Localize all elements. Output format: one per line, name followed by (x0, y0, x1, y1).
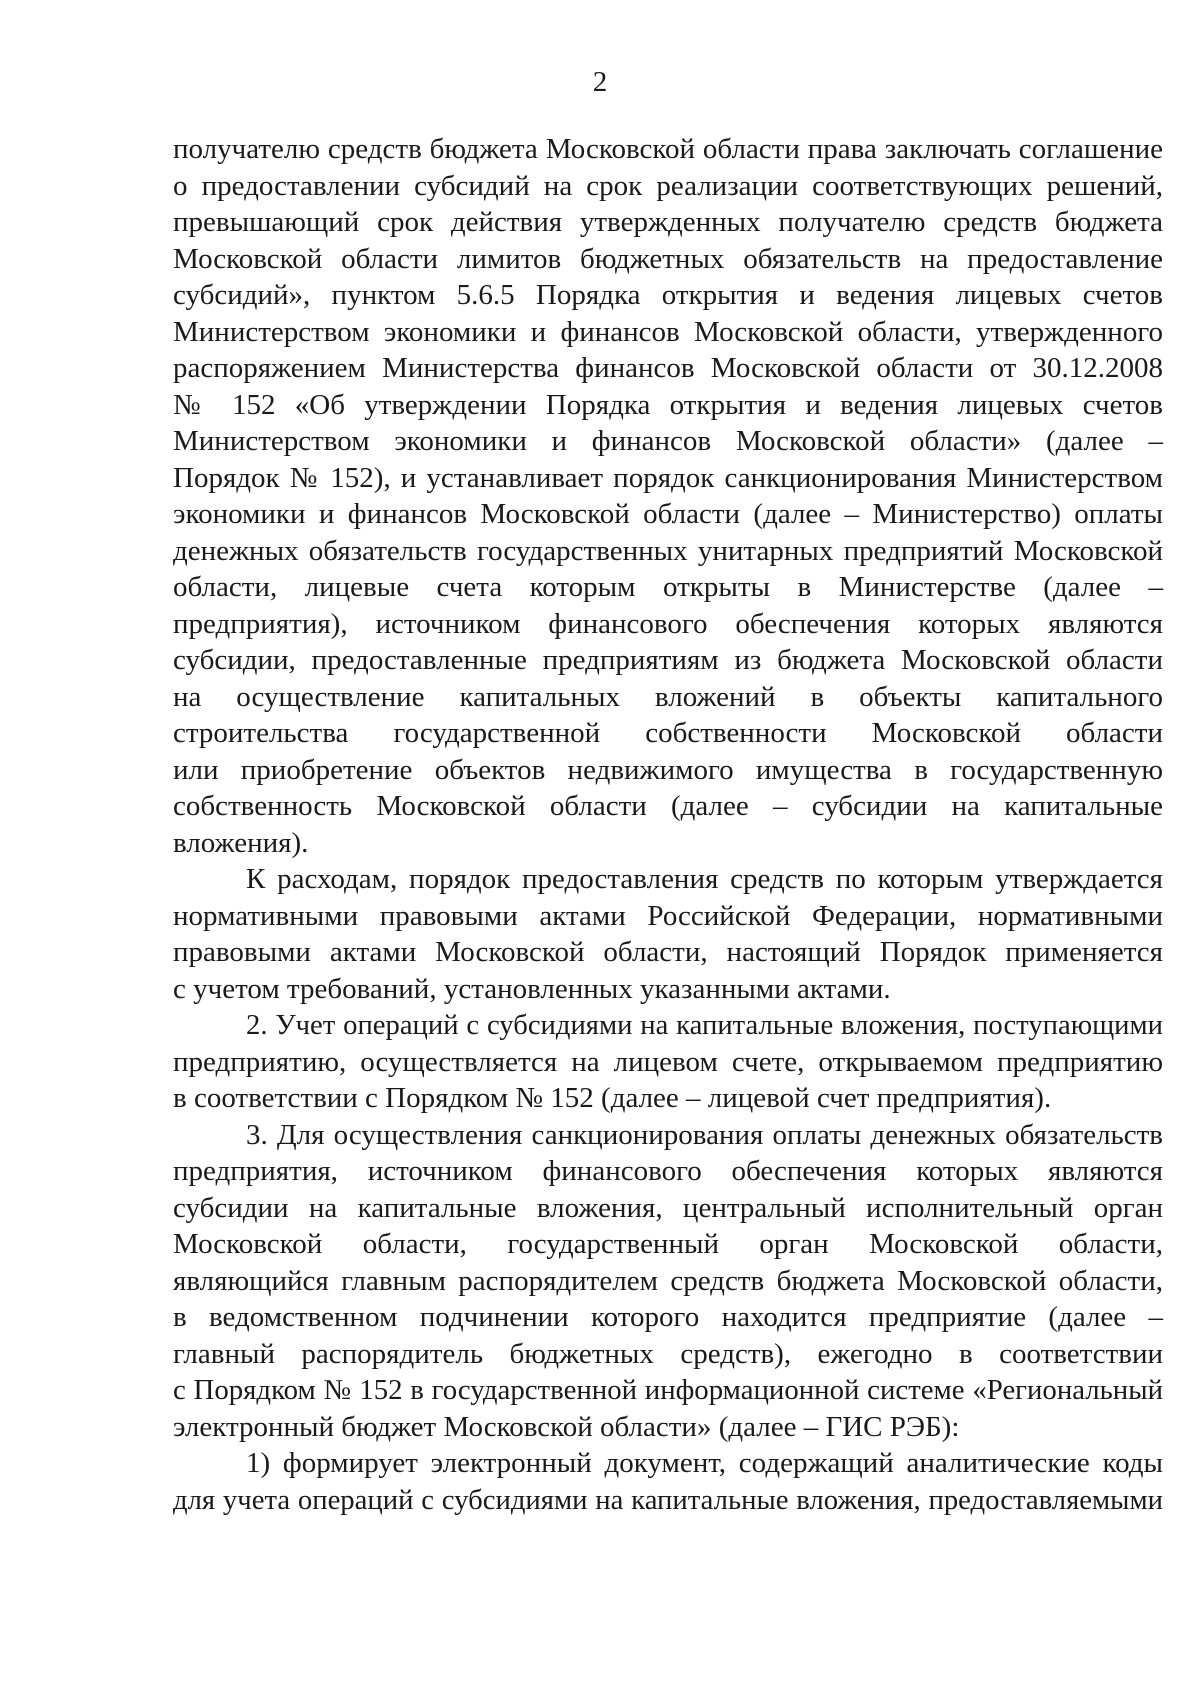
page-number: 2 (592, 66, 608, 98)
text-line: на осуществление капитальных вложений в объекты капитального (173, 680, 1163, 713)
text-line: К расходам, порядок предоставления средств по которым утверждается (246, 863, 1163, 895)
document-body (173, 131, 1163, 1518)
text-line: Министерством экономики и финансов Московской области, утвержденного (173, 315, 1163, 348)
text-line: вложения). (173, 826, 309, 859)
text-line: с Порядком № 152 в государственной информационной системе «Региональный (173, 1374, 1163, 1406)
paragraph-2 (173, 861, 1163, 1007)
text-line: или приобретение объектов недвижимого имущества в государственную (173, 753, 1163, 786)
text-line: электронный бюджет Московской области» (далее – ГИС РЭБ): (173, 1410, 960, 1443)
text-line: 3. Для осуществления санкционирования оплаты денежных обязательств (246, 1118, 1163, 1151)
text-line: субсидии на капитальные вложения, центральный исполнительный орган (173, 1191, 1163, 1224)
text-line: получателю средств бюджета Московской области права заключать соглашение (173, 133, 1163, 165)
text-line: превышающий срок действия утвержденных получателю средств бюджета (173, 206, 1163, 238)
text-line: Порядок № 152), и устанавливает порядок санкционирования Министерством (173, 461, 1163, 494)
text-line: с учетом требований, установленных указанными актами. (173, 972, 891, 1005)
paragraph-5 (173, 1445, 1163, 1518)
text-line: субсидий», пунктом 5.6.5 Порядка открытия и ведения лицевых счетов (173, 279, 1163, 311)
text-line: области, лицевые счета которым открыты в Министерстве (далее – (173, 571, 1163, 603)
paragraph-1 (173, 131, 1163, 861)
text-line: в соответствии с Порядком № 152 (далее – лицевой счет предприятия). (173, 1082, 1052, 1114)
text-line: Московской области, государственный орган Московской области, (173, 1228, 1163, 1260)
text-line: № 152 «Об утверждении Порядка открытия и ведения лицевых счетов (173, 388, 1163, 421)
text-line: о предоставлении субсидий на срок реализации соответствующих решений, (173, 169, 1163, 202)
text-line: Министерством экономики и финансов Московской области» (далее – (173, 425, 1163, 457)
text-line: предприятия, источником финансового обеспечения которых являются (173, 1155, 1163, 1187)
paragraph-4 (173, 1117, 1163, 1446)
text-line: субсидии, предоставленные предприятиям из бюджета Московской области (173, 644, 1163, 676)
text-line: строительства государственной собственности Московской области (173, 717, 1163, 749)
text-line: для учета операций с субсидиями на капитальные вложения, предоставляемыми (173, 1483, 1163, 1516)
text-line: денежных обязательств государственных унитарных предприятий Московской (173, 534, 1163, 567)
text-line: главный распорядитель бюджетных средств), ежегодно в соответствии (173, 1337, 1163, 1370)
text-line: 1) формирует электронный документ, содержащий аналитические коды (246, 1447, 1163, 1479)
text-line: собственность Московской области (далее – субсидии на капитальные (173, 790, 1163, 822)
text-line: экономики и финансов Московской области (далее – Министерство) оплаты (173, 498, 1163, 530)
text-line: Московской области лимитов бюджетных обязательств на предоставление (173, 242, 1163, 275)
text-line: в ведомственном подчинении которого находится предприятие (далее – (173, 1301, 1163, 1333)
text-line: являющийся главным распорядителем средств бюджета Московской области, (173, 1264, 1163, 1297)
text-line: правовыми актами Московской области, настоящий Порядок применяется (173, 936, 1163, 968)
text-line: 2. Учет операций с субсидиями на капитальные вложения, поступающими (246, 1009, 1163, 1041)
text-line: нормативными правовыми актами Российской Федерации, нормативными (173, 899, 1163, 932)
text-line: предприятию, осуществляется на лицевом счете, открываемом предприятию (173, 1045, 1163, 1078)
text-line: предприятия), источником финансового обеспечения которых являются (173, 607, 1163, 640)
paragraph-3 (173, 1007, 1163, 1117)
text-line: распоряжением Министерства финансов Московской области от 30.12.2008 (173, 352, 1163, 384)
